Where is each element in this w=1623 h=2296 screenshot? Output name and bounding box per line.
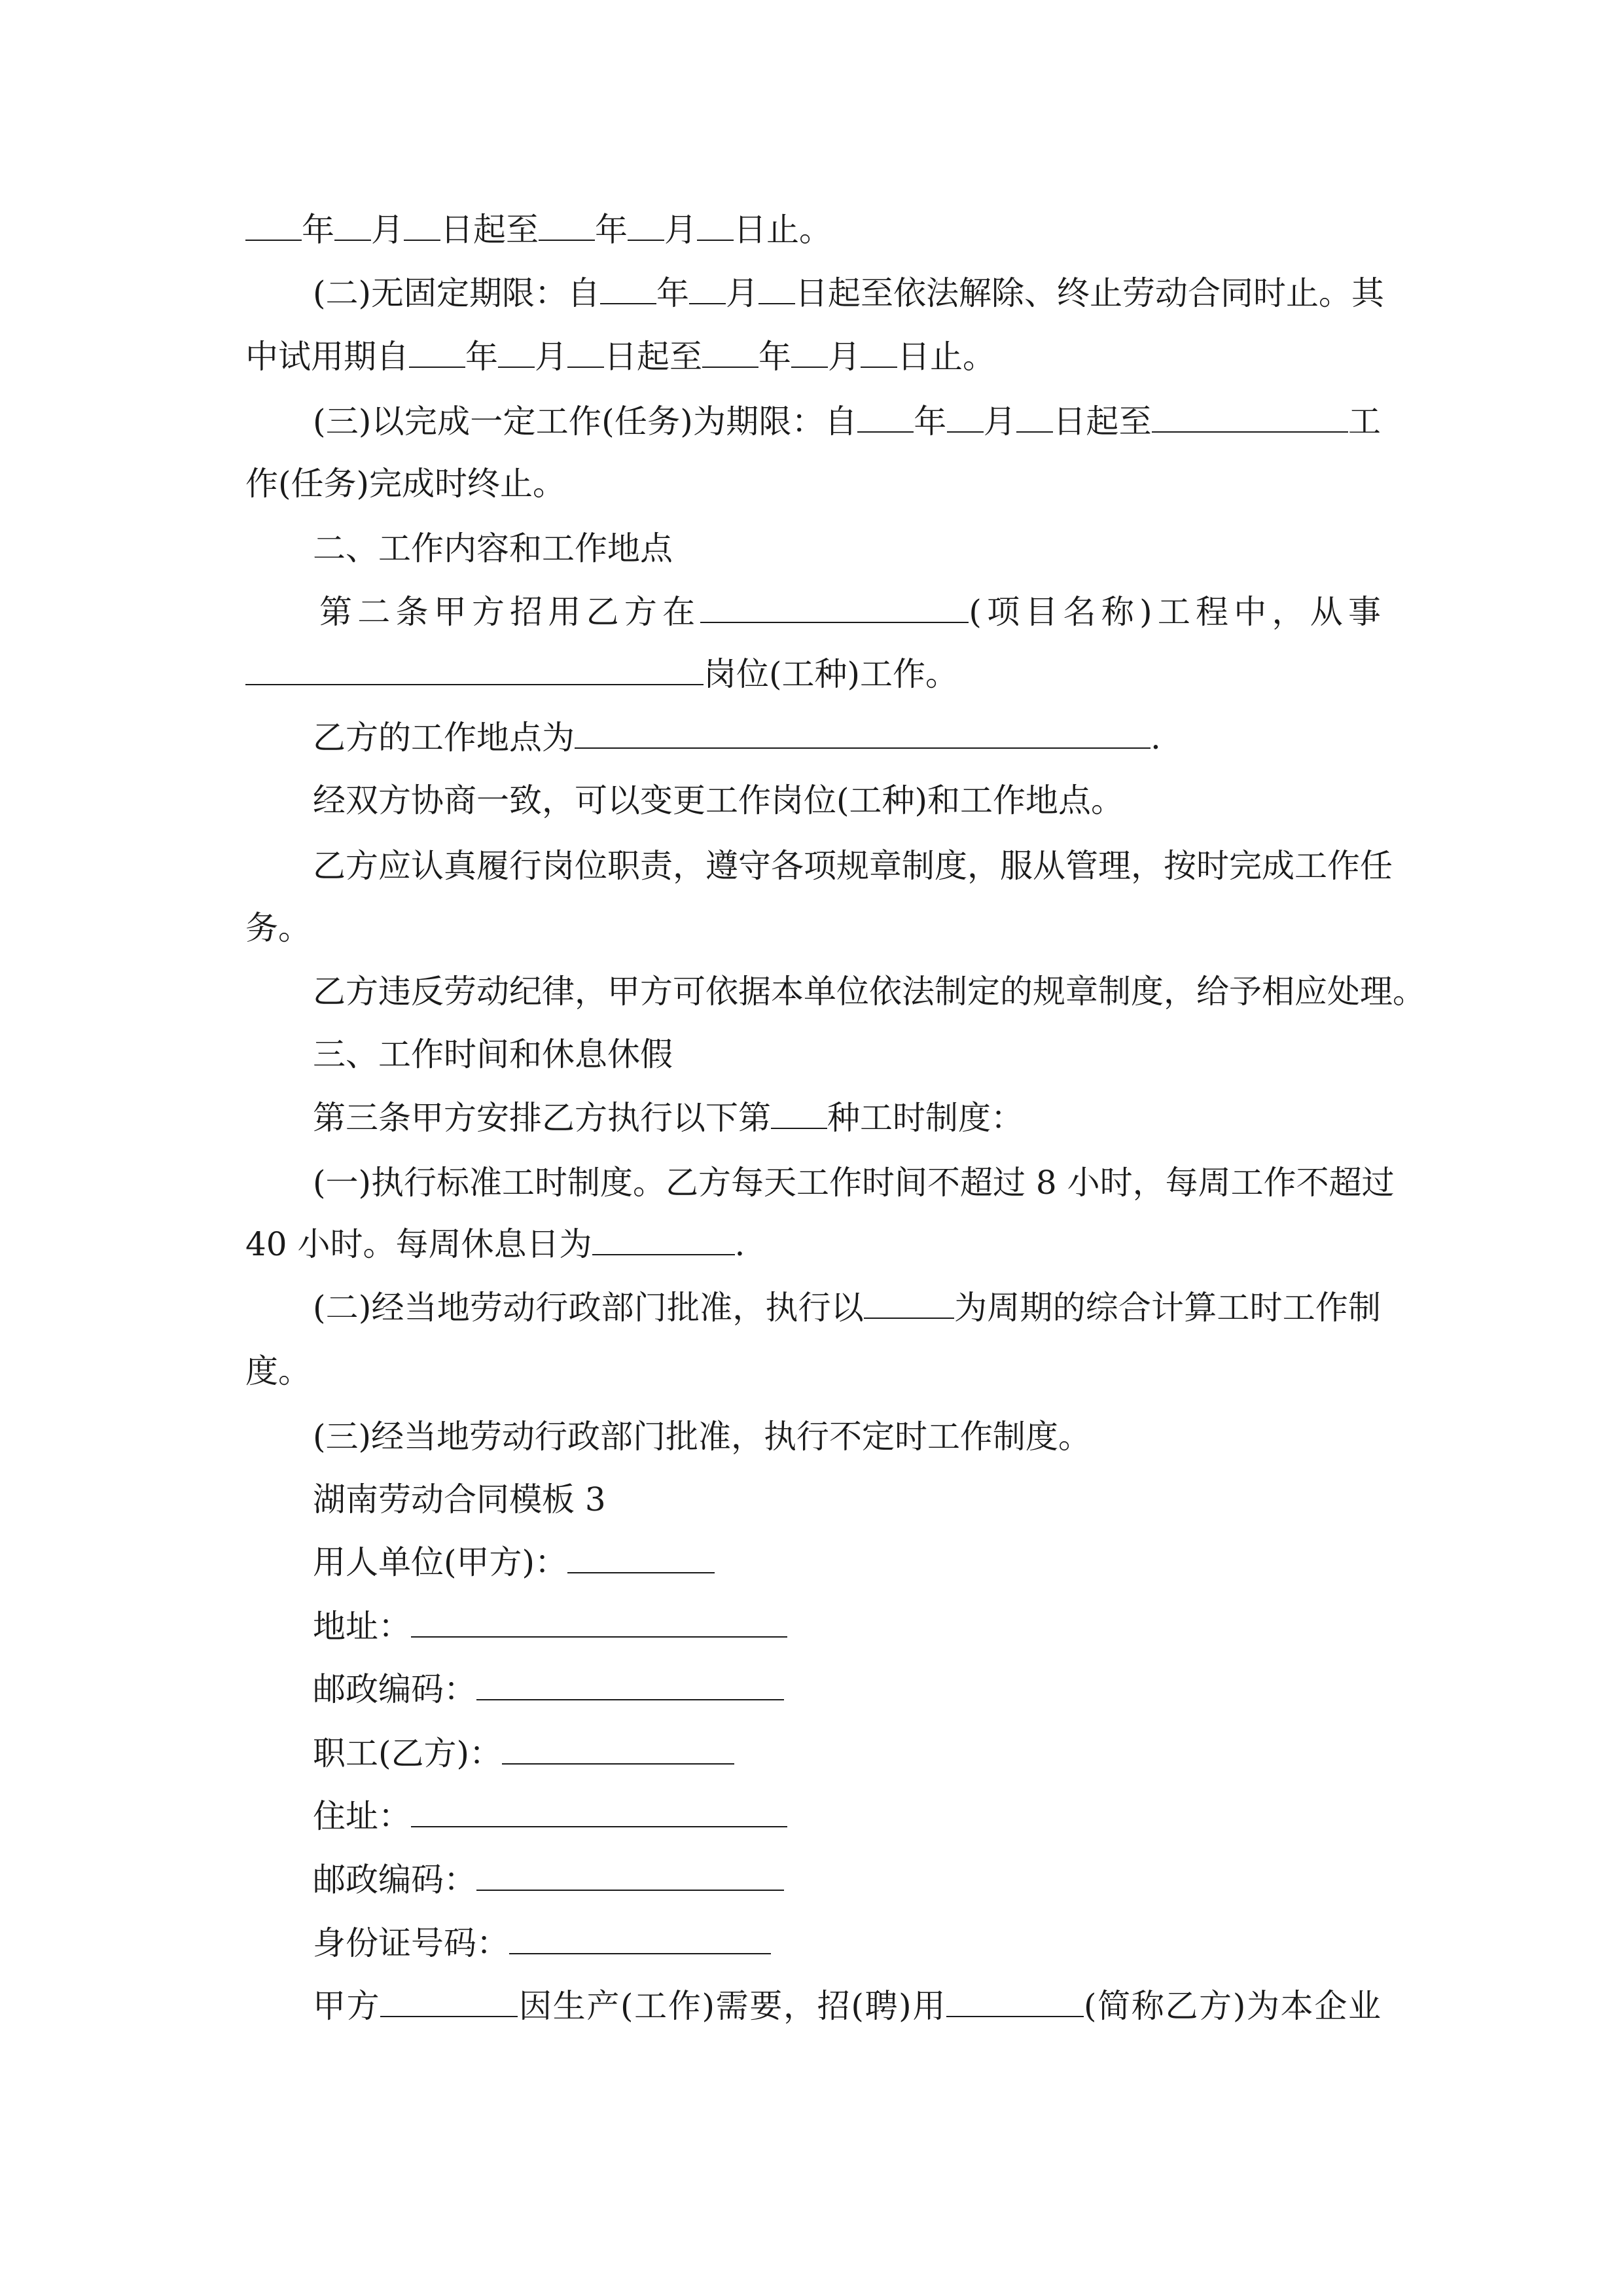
fill-blank bbox=[592, 1225, 735, 1255]
form-field-employee: 职工(乙方)： bbox=[313, 1731, 1381, 1776]
form-field-id-number: 身份证号码： bbox=[313, 1920, 1381, 1966]
fill-blank bbox=[758, 274, 795, 304]
fill-blank bbox=[245, 655, 704, 685]
document-title: 湖南劳动合同模板 3 bbox=[313, 1480, 606, 1518]
fill-blank bbox=[1016, 403, 1053, 433]
text-line: (二)经当地劳动行政部门批准，执行以 为周期的综合计算工时工作制 bbox=[313, 1289, 1382, 1327]
fill-blank bbox=[380, 1987, 518, 2017]
fill-blank bbox=[334, 211, 371, 241]
fill-blank bbox=[245, 211, 302, 241]
fill-blank bbox=[411, 1607, 787, 1638]
fill-blank bbox=[498, 338, 535, 368]
fill-blank bbox=[861, 338, 897, 368]
fill-blank bbox=[411, 1797, 787, 1827]
text-line: 度。 bbox=[245, 1352, 311, 1390]
fill-blank bbox=[409, 338, 465, 368]
text-line: 40 小时。每周休息日为 . bbox=[245, 1225, 745, 1263]
fill-blank bbox=[404, 211, 440, 241]
form-field-residence: 住址： bbox=[313, 1793, 1381, 1839]
text-line: 乙方违反劳动纪律，甲方可依据本单位依法制定的规章制度，给予相应处理。 bbox=[313, 973, 1425, 1011]
form-field-employer: 用人单位(甲方)： bbox=[313, 1539, 1381, 1585]
fill-blank bbox=[476, 1861, 784, 1891]
text-line: 岗位(工种)工作。 bbox=[245, 651, 1381, 697]
fill-blank bbox=[864, 1289, 954, 1319]
text-line: (一)执行标准工时制度。乙方每天工作时间不超过 8 小时，每周工作不超过 bbox=[313, 1164, 1395, 1202]
text-line: 作(任务)完成时终止。 bbox=[245, 465, 566, 503]
fill-blank bbox=[857, 403, 914, 433]
fill-blank bbox=[1152, 403, 1348, 433]
fill-blank bbox=[509, 1924, 771, 1954]
fill-blank bbox=[567, 1543, 715, 1573]
text-line: 中试用期自 年 月 日起至 年 月 日止。 bbox=[245, 338, 995, 376]
text-line: 经双方协商一致，可以变更工作岗位(工种)和工作地点。 bbox=[313, 781, 1124, 819]
section-heading: 三、工作时间和休息休假 bbox=[313, 1035, 673, 1073]
text-line: (二)无固定期限：自 年 月 日起至依法解除、终止劳动合同时止。其 bbox=[313, 274, 1385, 312]
fill-blank bbox=[771, 1099, 827, 1129]
text-line: 年 月 日起至 年 月 日止。 bbox=[245, 207, 1381, 253]
text-line: 乙方的工作地点为 . bbox=[313, 719, 1161, 757]
fill-blank bbox=[947, 403, 984, 433]
fill-blank bbox=[539, 211, 595, 241]
text-line: 乙方应认真履行岗位职责，遵守各项规章制度，服从管理，按时完成工作任 bbox=[313, 847, 1393, 885]
fill-blank bbox=[567, 338, 604, 368]
form-field-postcode: 邮政编码： bbox=[313, 1666, 1381, 1712]
fill-blank bbox=[697, 211, 734, 241]
text-line: 务。 bbox=[245, 909, 311, 947]
fill-blank bbox=[689, 274, 726, 304]
fill-blank bbox=[702, 338, 758, 368]
fill-blank bbox=[575, 719, 1150, 749]
text-line: 第三条甲方安排乙方执行以下第 种工时制度： bbox=[313, 1099, 1024, 1137]
fill-blank bbox=[700, 593, 969, 623]
text-line: (三)经当地劳动行政部门批准，执行不定时工作制度。 bbox=[313, 1418, 1092, 1456]
fill-blank bbox=[600, 274, 656, 304]
form-field-address: 地址： bbox=[313, 1604, 1381, 1649]
fill-blank bbox=[946, 1987, 1084, 2017]
form-field-postcode-2: 邮政编码： bbox=[313, 1857, 1381, 1903]
text-line: (三)以完成一定工作(任务)为期限：自 年 月 日起至 工 bbox=[313, 403, 1382, 440]
text-line: 甲方 因生产(工作)需要，招(聘)用 (简称乙方)为本企业 bbox=[313, 1987, 1382, 2025]
fill-blank bbox=[791, 338, 828, 368]
fill-blank bbox=[502, 1734, 734, 1765]
fill-blank bbox=[628, 211, 664, 241]
fill-blank bbox=[476, 1670, 784, 1700]
section-heading: 二、工作内容和工作地点 bbox=[313, 529, 673, 567]
text-line: 第二条甲方招用乙方在 (项目名称)工程中，从事 bbox=[319, 593, 1381, 631]
